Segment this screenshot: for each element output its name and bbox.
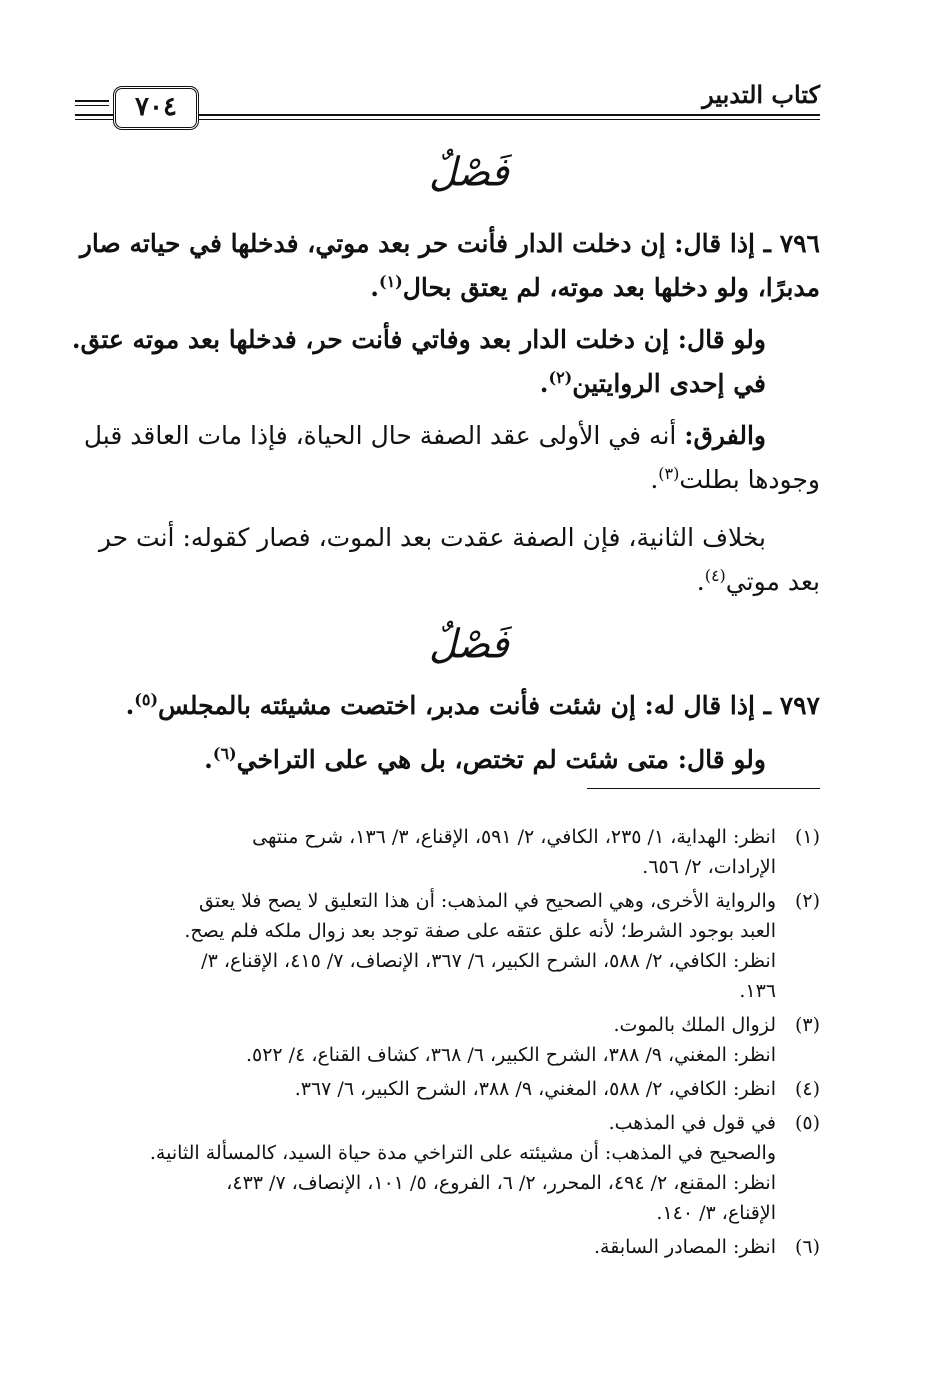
footnote-line: الإقناع، ٣/ ١٤٠. xyxy=(656,1202,776,1224)
period: . xyxy=(539,369,549,398)
period: . xyxy=(696,567,705,596)
page-header xyxy=(75,78,820,130)
issue-number: ٧٩٧ xyxy=(779,691,820,720)
footnote-ref: (٣) xyxy=(658,464,680,483)
paragraph-line xyxy=(75,266,820,310)
footnote-separator xyxy=(587,788,820,789)
bold-term: والفرق: xyxy=(684,421,766,450)
footnote-mark: (٦) xyxy=(794,1236,820,1258)
footnote-mark: (٣) xyxy=(794,1014,820,1036)
paragraph-line xyxy=(75,516,820,560)
footnote-5 xyxy=(75,1108,820,1228)
paragraph-variant xyxy=(71,318,766,362)
page-number: ٧٠٤ xyxy=(113,86,199,130)
paragraph-line xyxy=(71,318,766,362)
footnote-line: انظر: المغني، ٩/ ٣٨٨، الشرح الكبير، ٦/ ٣٦٨، كشاف القناع، ٤/ ٥٢٢. xyxy=(245,1044,776,1066)
footnote-line: ١٣٦. xyxy=(739,980,776,1002)
paragraph-text: وجودها بطلت xyxy=(679,465,820,494)
paragraph-text: أنه في الأولى عقد الصفة حال الحياة، فإذا مات العاقد قبل xyxy=(83,421,685,450)
footnote-1 xyxy=(75,822,820,882)
footnote-ref: (٥) xyxy=(134,690,159,709)
footnote-line: لزوال الملك بالموت. xyxy=(613,1014,776,1036)
paragraph-text: مدبرًا، ولو دخلها بعد موته، لم يعتق بحال xyxy=(402,273,820,302)
paragraph-difference xyxy=(75,414,820,502)
paragraph-text: بعد موتي xyxy=(725,567,820,596)
paragraph-text: بخلاف الثانية، فإن الصفة عقدت بعد الموت، فصار كقوله: أنت حر xyxy=(98,523,766,552)
period: . xyxy=(370,273,379,302)
footnote-mark: (٢) xyxy=(794,890,820,912)
paragraph-variant-cont xyxy=(75,362,766,406)
footnote-ref: (٦) xyxy=(212,744,237,763)
paragraph-line xyxy=(75,458,820,502)
footnote-line: الإرادات، ٢/ ٦٥٦. xyxy=(642,856,776,878)
page-number-dash-thin xyxy=(75,105,109,106)
paragraph-796 xyxy=(75,222,820,310)
footnote-line: والرواية الأخرى، وهي الصحيح في المذهب: أن هذا التعليق لا يصح فلا يعتق xyxy=(199,890,776,912)
section-heading-2 xyxy=(0,622,938,666)
footnote-line: انظر: المصادر السابقة. xyxy=(593,1236,776,1258)
paragraph-line xyxy=(75,738,766,782)
footnote-ref: (٤) xyxy=(704,566,726,585)
footnote-line: انظر: الكافي، ٢/ ٥٨٨، الشرح الكبير، ٦/ ٣٦٧، الإنصاف، ٧/ ٤١٥، الإقناع، ٣/ xyxy=(201,950,776,972)
paragraph-text: ولو قال: متى شئت لم تختص، بل هي على التراخي xyxy=(236,745,766,774)
footnote-line: انظر: الهداية، ١/ ٢٣٥، الكافي، ٢/ ٥٩١، الإقناع، ٣/ ١٣٦، شرح منتهى xyxy=(252,826,776,848)
paragraph-text: في إحدى الروايتين xyxy=(572,369,766,398)
paragraph-797 xyxy=(75,684,820,728)
section-heading-text: فَصْلٌ xyxy=(429,620,509,668)
footnote-mark: (٥) xyxy=(794,1112,820,1134)
page-number-dash xyxy=(75,100,109,102)
footnote-mark: (٤) xyxy=(794,1078,820,1100)
footnote-line: انظر: الكافي، ٢/ ٥٨٨، المغني، ٩/ ٣٨٨، الشرح الكبير، ٦/ ٣٦٧. xyxy=(294,1078,776,1100)
footnote-2 xyxy=(75,886,820,1006)
footnote-line: في قول في المذهب. xyxy=(608,1112,776,1134)
paragraph-line xyxy=(75,362,766,406)
paragraph-text: ـ إذا قال له: إن شئت فأنت مدبر، اختصت مشيئته بالمجلس xyxy=(158,691,771,720)
footnote-line: والصحيح في المذهب: أن مشيئته على التراخي مدة حياة السيد، كالمسألة الثانية. xyxy=(149,1142,776,1164)
paragraph-text: ولو قال: إن دخلت الدار بعد وفاتي فأنت حر، فدخلها بعد موته عتق. xyxy=(71,325,766,354)
period: . xyxy=(125,691,135,720)
book-title: كتاب التدبير xyxy=(702,80,820,109)
period: . xyxy=(204,745,213,774)
issue-number: ٧٩٦ xyxy=(779,229,820,258)
footnote-4 xyxy=(75,1074,820,1104)
footnote-mark: (١) xyxy=(794,826,820,848)
paragraph-line xyxy=(75,222,820,266)
paragraph-line xyxy=(75,414,820,458)
section-heading-1 xyxy=(0,150,938,194)
paragraph-text: ـ إذا قال: إن دخلت الدار فأنت حر بعد موتي، فدخلها في حياته صار xyxy=(79,229,771,258)
paragraph-line xyxy=(75,560,820,604)
paragraph-contrast xyxy=(75,516,820,604)
footnote-ref: (٢) xyxy=(548,368,573,387)
paragraph-line xyxy=(75,684,820,728)
paragraph-797-variant xyxy=(75,738,766,782)
footnote-6 xyxy=(75,1232,820,1262)
period: . xyxy=(650,465,659,494)
footnotes xyxy=(75,822,820,1266)
footnote-line: العبد بوجود الشرط؛ لأنه علق عتقه على صفة توجد بعد زوال ملكه فلم يصح. xyxy=(184,920,776,942)
section-heading-text: فَصْلٌ xyxy=(429,148,509,196)
footnote-3 xyxy=(75,1010,820,1070)
footnote-line: انظر: المقنع، ٢/ ٤٩٤، المحرر، ٢/ ٦، الفروع، ٥/ ١٠١، الإنصاف، ٧/ ٤٣٣، xyxy=(226,1172,776,1194)
footnote-ref: (١) xyxy=(379,272,403,291)
